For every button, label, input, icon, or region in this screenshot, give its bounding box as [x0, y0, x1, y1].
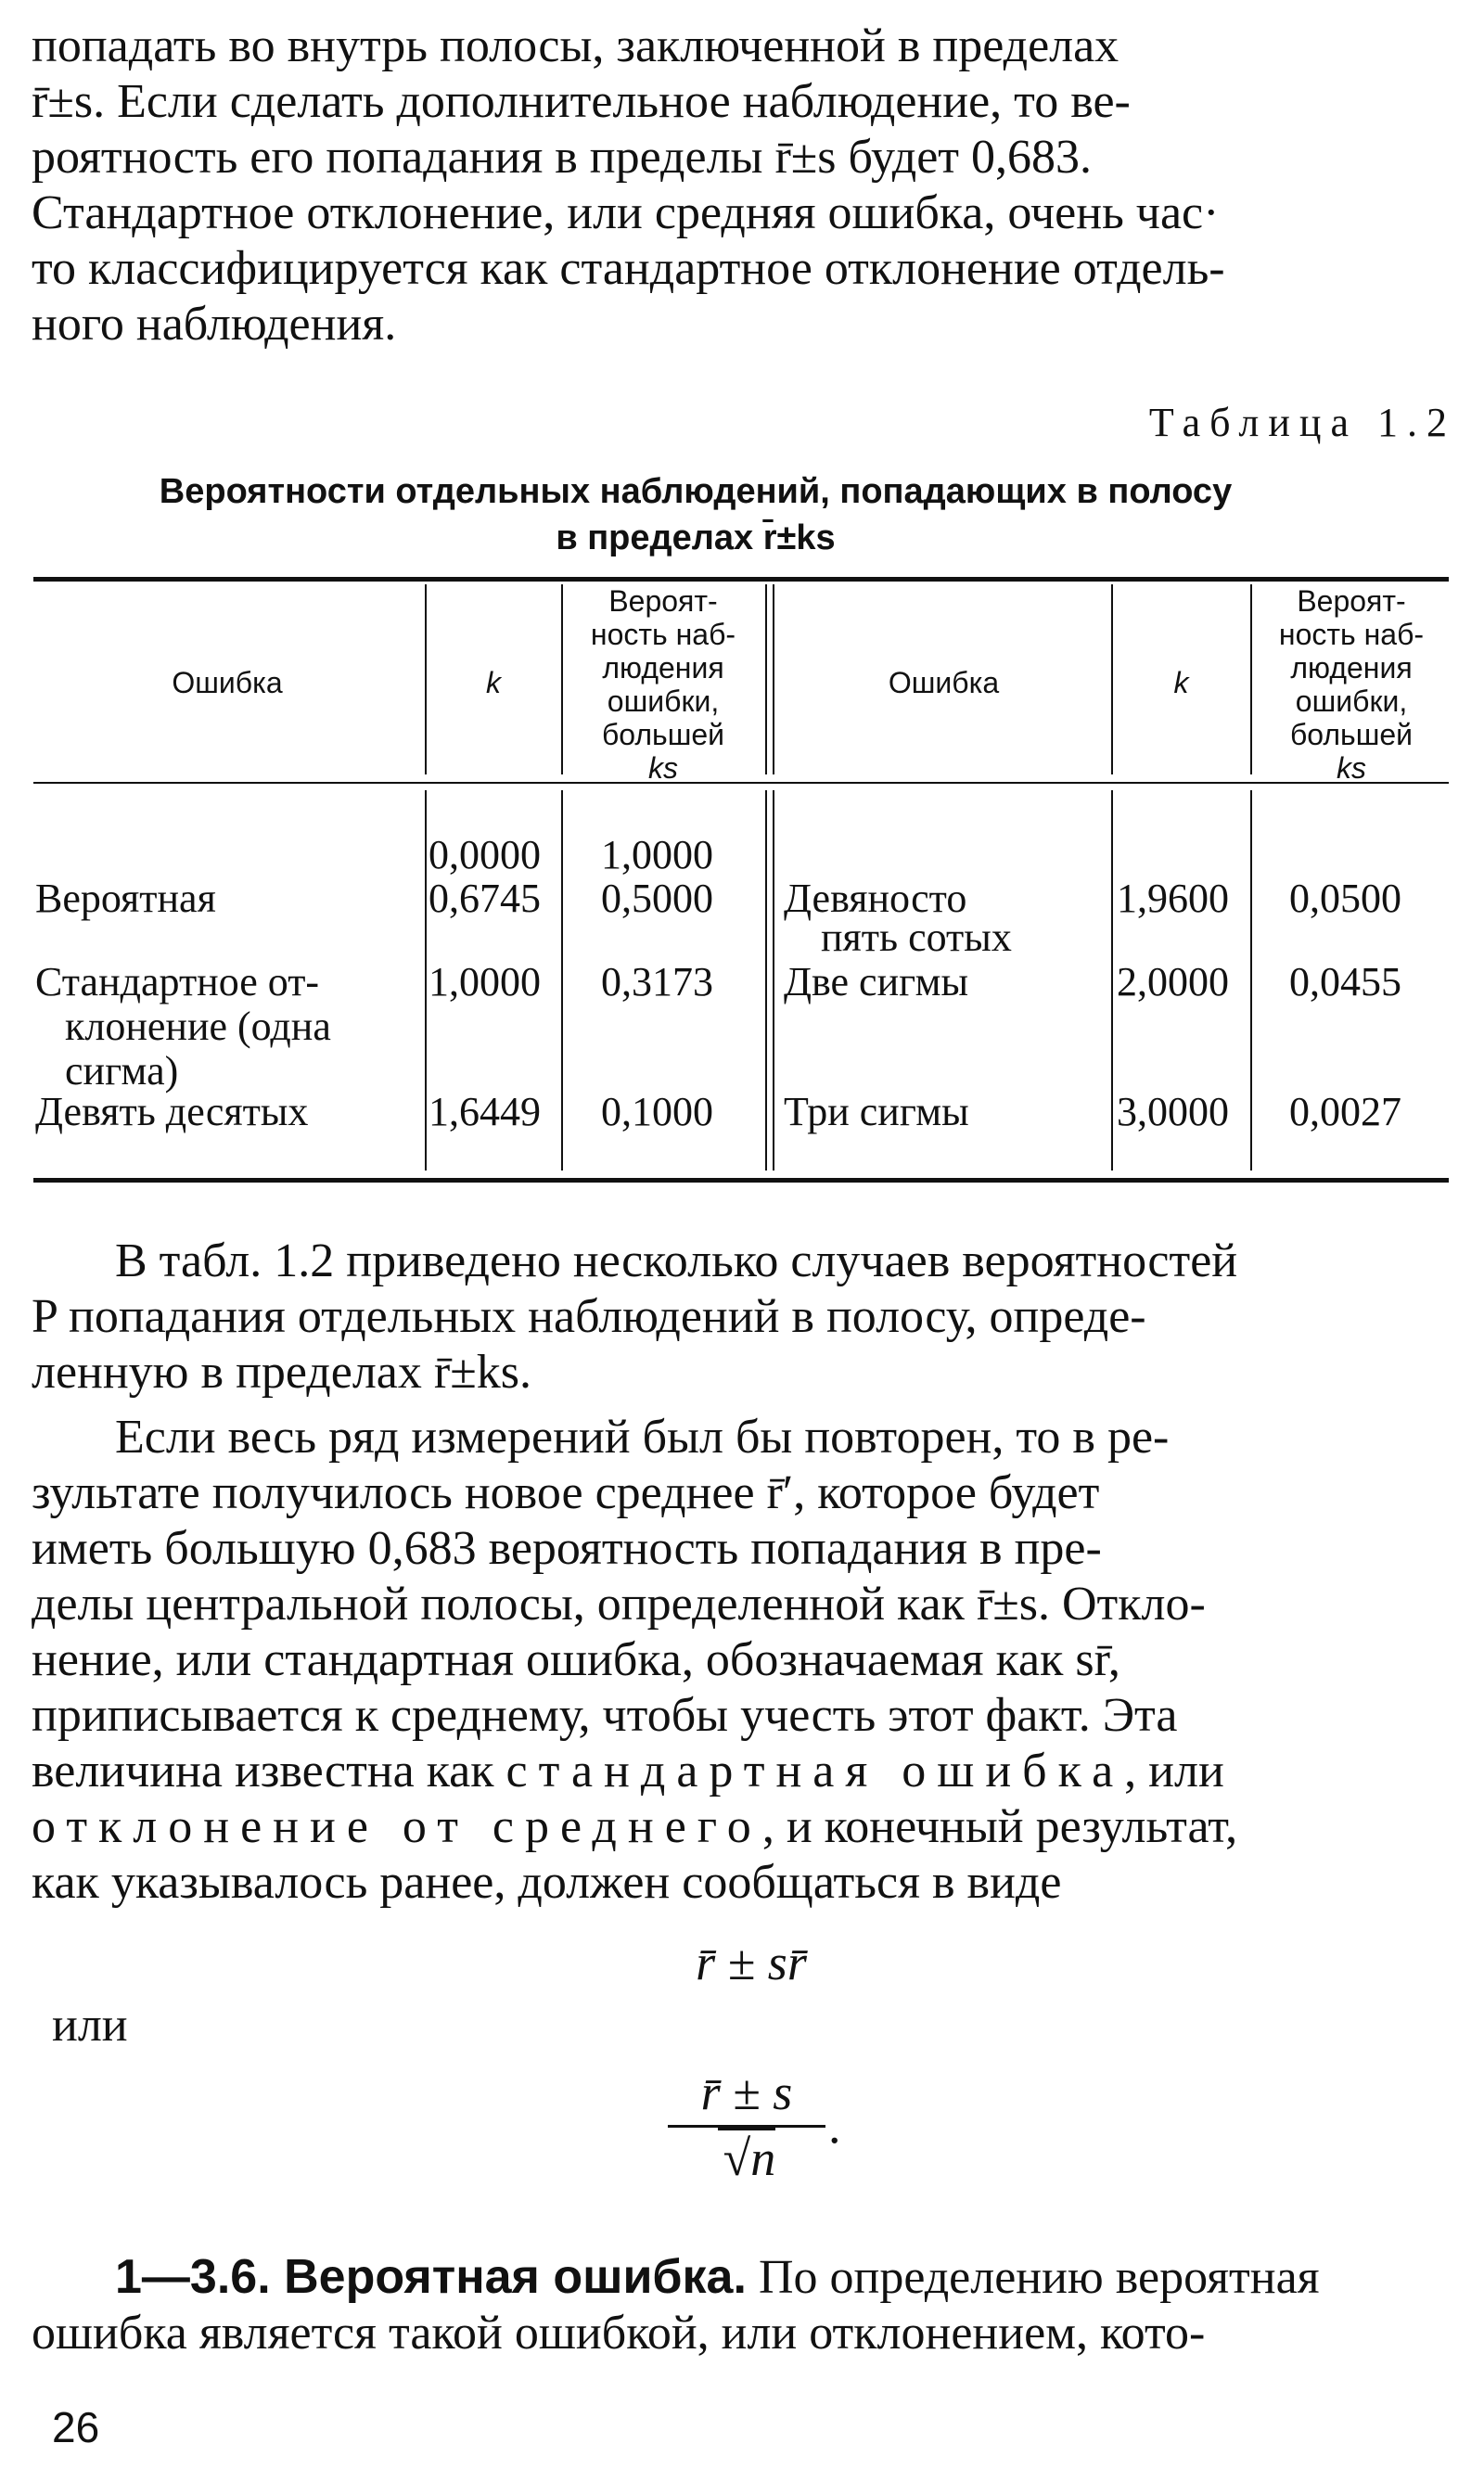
- table-cell-error-line: сигма): [65, 1048, 179, 1094]
- body-line: приписывается к среднему, чтобы учесть этот факт. Эта: [32, 1689, 1178, 1742]
- body-line: делы центральной полосы, определенной как r̄±s. Откло-: [32, 1578, 1206, 1631]
- body-line: нение, или стандартная ошибка, обозначаемая как sr̄,: [32, 1633, 1120, 1686]
- body-paragraph: [32, 1234, 1451, 1401]
- column-divider: [425, 790, 427, 1171]
- header-probability-line: Вероят-: [608, 584, 718, 618]
- table-cell-error-line: клонение (одна: [65, 1004, 331, 1049]
- column-divider: [561, 584, 563, 774]
- formula-numerator: r̄ ± s: [668, 2064, 825, 2128]
- term-standard-error: стандартная ошибка: [505, 1745, 1125, 1797]
- table-title-line: Вероятности отдельных наблюдений, попадающих в полосу: [159, 472, 1233, 511]
- body-line: иметь большую 0,683 вероятность попадания в пре-: [32, 1522, 1102, 1575]
- table-cell-k: 0,6745: [429, 876, 541, 921]
- intro-line: роятность его попадания в пределы r̄±s будет 0,683.: [32, 131, 1093, 184]
- term-intro-text: величина известна как: [32, 1745, 506, 1797]
- page-number: 26: [52, 2403, 100, 2451]
- table-cell-k: 3,0000: [1117, 1089, 1229, 1134]
- section-line: [32, 2249, 1451, 2306]
- intro-line: r̄±s. Если сделать дополнительное наблюдение, то ве-: [32, 75, 1131, 128]
- body-line: как указывалось ранее, должен сообщаться в виде: [32, 1856, 1062, 1909]
- table-cell-error-line: пять сотых: [821, 915, 1012, 960]
- header-probability-line: людения: [602, 651, 724, 684]
- table-cell-error-line: Стандартное от-: [35, 959, 320, 1004]
- header-probability-line: Вероят-: [1297, 584, 1406, 618]
- table-cell-probability: 0,1000: [601, 1089, 713, 1134]
- column-divider: [765, 584, 767, 774]
- table-title-line: в пределах r̄±ks: [556, 518, 836, 557]
- header-error: Ошибка: [888, 666, 1000, 699]
- table-cell-probability: 0,5000: [601, 876, 713, 921]
- table-cell-k: 1,9600: [1117, 876, 1229, 921]
- section-text: По определению вероятная: [746, 2251, 1320, 2304]
- table-cell-k: 1,6449: [429, 1089, 541, 1134]
- body-line: Если весь ряд измерений был бы повторен, то в ре-: [115, 1411, 1170, 1464]
- table-cell-error: Три сигмы: [784, 1089, 969, 1134]
- header-probability-line: большей: [601, 718, 725, 751]
- table-top-rule: [33, 577, 1449, 582]
- section-heading: 1—3.6. Вероятная ошибка.: [115, 2250, 747, 2304]
- header-probability: [1254, 584, 1449, 785]
- header-error: Ошибка: [172, 666, 283, 699]
- header-probability-line: ность наб-: [1278, 618, 1425, 651]
- table-cell-probability: 0,3173: [601, 959, 713, 1004]
- column-divider: [1250, 584, 1252, 774]
- table-cell-k: 2,0000: [1117, 959, 1229, 1004]
- table-cell-k: 0,0000: [429, 832, 541, 877]
- header-probability: [564, 584, 762, 785]
- header-probability-line: ks: [648, 751, 678, 785]
- table-cell-probability: 1,0000: [601, 832, 713, 877]
- header-probability-line: ность наб-: [590, 618, 736, 651]
- term-deviation-from-mean: отклонение от среднего: [32, 1800, 762, 1853]
- header-probability-line: людения: [1290, 651, 1413, 684]
- body-paragraph: [32, 1410, 1451, 1911]
- table-cell-probability: 0,0500: [1289, 876, 1401, 921]
- intro-paragraph: [32, 19, 1451, 352]
- or-word: или: [52, 1999, 128, 2052]
- table-cell-error-line: Девяносто: [784, 876, 967, 921]
- table-cell-probability: 0,0027: [1289, 1089, 1401, 1134]
- header-probability-line: ошибки,: [1295, 684, 1408, 718]
- intro-line: Стандартное отклонение, или средняя ошибка, очень час·: [32, 186, 1220, 239]
- header-probability-line: ошибки,: [607, 684, 720, 718]
- table-label: Таблица 1.2: [1148, 400, 1456, 445]
- formula-fraction: [668, 2064, 825, 2187]
- intro-line: то классифицируется как стандартное отклонение отдель-: [32, 242, 1225, 295]
- header-probability-line: большей: [1289, 718, 1414, 751]
- term-separator: , или: [1124, 1745, 1224, 1797]
- table-cell-error: Две сигмы: [784, 959, 969, 1004]
- term-trailing-text: , и конечный результат,: [761, 1800, 1238, 1853]
- body-line: зультате получилось новое среднее r̄′, которое будет: [32, 1466, 1100, 1519]
- body-line: ленную в пределах r̄±ks.: [32, 1346, 531, 1399]
- header-k: k: [486, 666, 501, 699]
- header-k: k: [1173, 666, 1189, 699]
- column-divider: [561, 790, 563, 1171]
- table-bottom-rule: [33, 1178, 1449, 1183]
- section-line: ошибка является такой ошибкой, или отклонением, кото-: [32, 2307, 1206, 2360]
- body-line: В табл. 1.2 приведено несколько случаев вероятностей: [115, 1234, 1238, 1287]
- column-divider: [773, 584, 774, 774]
- column-divider: [1250, 790, 1252, 1171]
- column-divider: [765, 790, 767, 1171]
- table-cell-error: Девять десятых: [35, 1089, 309, 1134]
- table-cell-k: 1,0000: [429, 959, 541, 1004]
- body-line: P попадания отдельных наблюдений в полосу, опреде-: [32, 1290, 1146, 1343]
- table-cell-error: Вероятная: [35, 876, 216, 921]
- formula-radical: √n: [718, 2128, 776, 2186]
- table-cell-error: [784, 876, 1012, 960]
- body-line: [32, 1744, 1451, 1799]
- table-title: [93, 468, 1298, 561]
- table-cell-error: [35, 960, 331, 1094]
- column-divider: [1111, 790, 1113, 1171]
- column-divider: [773, 790, 774, 1171]
- column-divider: [1111, 584, 1113, 774]
- formula-period: .: [828, 2098, 841, 2154]
- intro-line: попадать во внутрь полосы, заключенной в пределах: [32, 19, 1119, 72]
- column-divider: [425, 584, 427, 774]
- header-probability-line: ks: [1337, 751, 1366, 785]
- formula-mean-error: r̄ ± sr̄: [696, 1935, 807, 1990]
- section-paragraph: [32, 2249, 1451, 2361]
- table-cell-probability: 0,0455: [1289, 959, 1401, 1004]
- body-line: [32, 1799, 1451, 1855]
- intro-line: ного наблюдения.: [32, 298, 397, 351]
- formula-denominator: [668, 2128, 825, 2187]
